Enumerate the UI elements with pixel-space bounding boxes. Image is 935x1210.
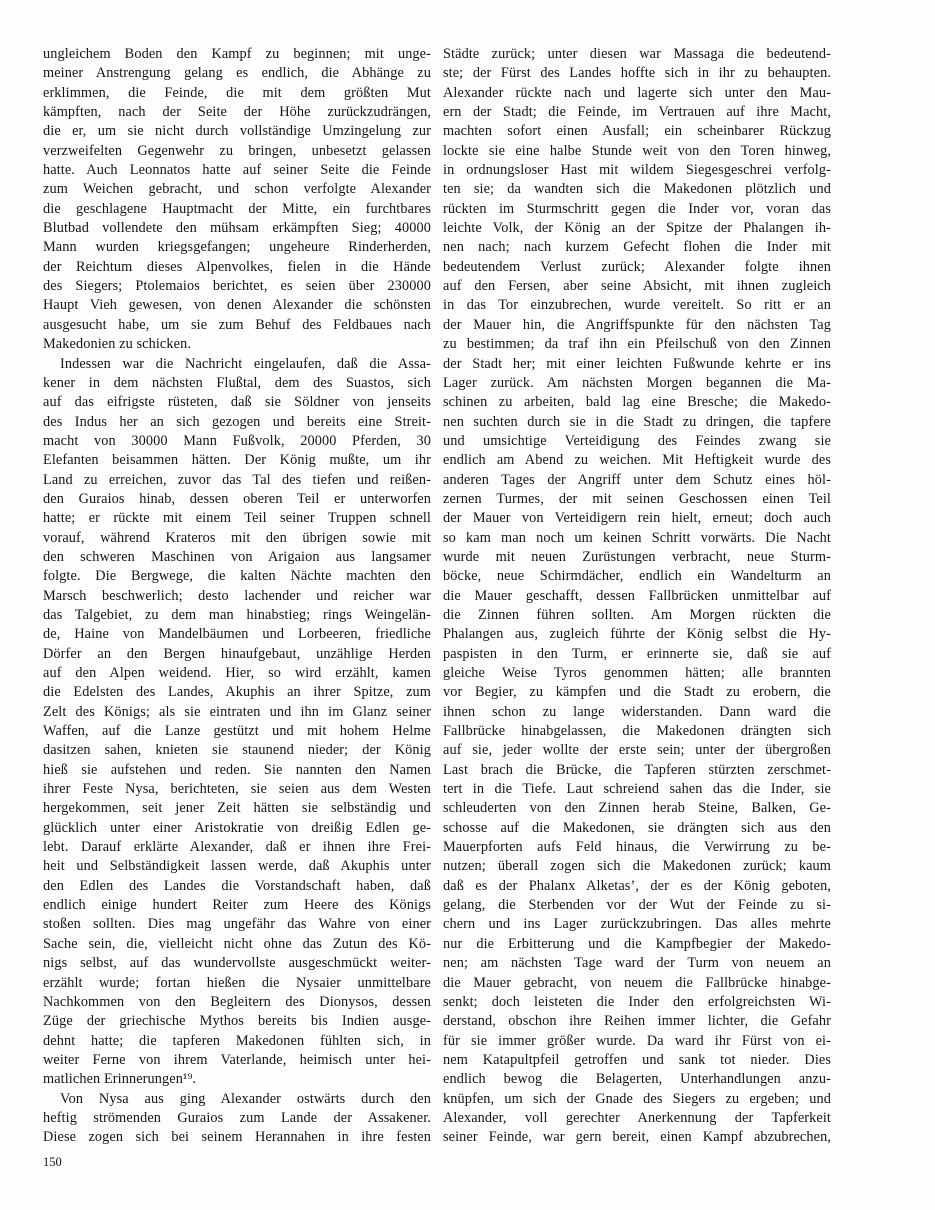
text-line: rückten im Sturmschritt gegen die Inder vor, voran das [443,200,831,217]
text-line: Marsch beschwerlich; desto lachender und reicher war [43,587,431,604]
text-line: weiter Ferne von ihrem Vaterlande, heimisch unter hei- [43,1051,431,1068]
text-line: Alexander rückte nach und lagerte sich unter den Mau- [443,84,831,101]
text-line: des Indus her an sich gezogen und bereits eine Streit- [43,413,431,430]
text-line: folgte. Die Bergwege, die kalten Nächte machten den [43,568,431,585]
text-line: erklimmen, die Feinde, die mit dem größten Mut [43,84,431,101]
text-line: Mauerpforten aufs Feld hinaus, die Verwirrung zu be- [443,839,831,856]
text-line: Züge der griechische Mythos bereits bis Indien ausge- [43,1013,431,1030]
text-line: leichte Volk, der König an der Spitze der Phalangen ih- [443,220,831,237]
text-line: hatte; er rückte mit einem Teil seiner Truppen schnell [43,510,431,527]
text-line: auf sie, jeder wollte der erste sein; unter der übergroßen [443,742,831,759]
text-line: Lager zurück. Am nächsten Morgen begannen die Ma- [443,374,831,391]
text-line: auf das eifrigste rüsteten, daß sie Söldner von jenseits [43,394,431,411]
text-line: ihrer Feste Nysa, berichteten, sie seien aus dem Westen [43,781,431,798]
text-line: die Zinnen führen sollten. Am Morgen rückten die [443,606,831,623]
text-line: der Mauer hin, die Angriffspunkte für den nächsten Tag [443,316,831,333]
text-line: Fallbrücke hinabgelassen, die Makedonen drängten sich [443,723,831,740]
text-line: glücklich unter einer Aristokratie von dreißig Edlen ge- [43,819,431,836]
text-line: anderen Tages der Angriff unter dem Schutz eines höl- [443,471,831,488]
page-number: 150 [43,1155,62,1169]
text-line: das Talgebiet, zu dem man hinabstieg; rings Weingelän- [43,606,431,623]
text-line: nutzen; überall zogen sich die Makedonen zurück; kaum [443,858,831,875]
text-line: derstand, obschon ihre Reihen immer lichter, die Gefahr [443,1013,831,1030]
text-line: chern und ins Lager zurückzubringen. Das alles mehrte [443,916,831,933]
text-line: nen nach; nach kurzem Gefecht flohen die Inder mit [443,239,831,256]
text-line: für sie immer größer wurde. Da ward ihr Fürst von ei- [443,1032,831,1049]
text-line: dasitzen sahen, knieten sie staunend nieder; der König [43,742,431,759]
text-line: die Mauer geschafft, dessen Fallbrücken unmittelbar auf [443,587,831,604]
text-line: meiner Anstrengung gelang es endlich, die Abhänge zu [43,65,431,82]
text-line: heit und Selbständigkeit lassen werde, daß Akuphis unter [43,858,431,875]
text-line: lockte sie eine halbe Stunde weit von den Toren hinweg, [443,142,831,159]
text-line: gelang, die Sterbenden vor der Wut der Feinde zu si- [443,897,831,914]
text-line: stoßen sollten. Dies mag ungefähr das Wahre von einer [43,916,431,933]
text-line: heftig strömenden Guraios zum Lande der Assakener. [43,1109,431,1126]
text-line: Elefanten beisammen hätten. Der König mußte, um ihr [43,452,431,469]
text-line: Mann wurden kriegsgefangen; ungeheure Rinderherden, [43,239,431,256]
text-line: ten sie; da wandten sich die Makedonen plötzlich und [443,181,831,198]
text-line: Dörfer an den Bergen hinaufgebaut, unzählige Herden [43,645,431,662]
text-line: Makedonien zu schicken. [43,336,191,353]
text-line: die Mauer gebracht, von neuem die Fallbrücke hinabge- [443,974,831,991]
text-line: Von Nysa aus ging Alexander ostwärts durch den [60,1090,431,1107]
text-line: paspisten in den Turm, er erinnerte sie, daß sie auf [443,645,831,662]
text-line: Last brach die Brücke, die Tapferen stürzten zerschmet- [443,761,831,778]
text-line: kämpften, nach der Seite der Höhe zurückzudrängen, [43,104,431,121]
text-line: knüpfen, um sich der Gnade des Siegers zu ergeben; und [443,1090,831,1107]
text-line: nur die Erbitterung und die Kampfbegier der Makedo- [443,935,831,952]
text-line: schinen zu arbeiten, bald lag eine Bresche; die Makedo- [443,394,831,411]
text-line: Diese zogen sich bei seinem Herannahen in ihre festen [43,1129,431,1146]
text-line: endlich bewog die Belagerten, Unterhandlungen anzu- [443,1071,831,1088]
text-line: zernen Turmes, der mit seinen Geschossen einen Teil [443,490,831,507]
text-line: ausgesucht habe, um sie zum Behuf des Feldbaues nach [43,316,431,333]
text-line: Städte zurück; unter diesen war Massaga die bedeutend- [443,46,831,62]
text-line: und umsichtige Verteidigung des Feindes zwang sie [443,432,831,449]
text-line: erzählt wurde; fortan hießen die Nysaier unmittelbare [43,974,431,991]
text-line: zum Weichen gebracht, und schon verfolgte Alexander [43,181,431,198]
text-line: Zelt des Königs; als sie eintraten und ihn im Glanz seiner [43,703,431,720]
text-line: senkt; doch leisteten die Inder den erfolgreichsten Wi- [443,993,831,1010]
text-line: den Guraios hinab, dessen oberen Teil er unterworfen [43,490,431,507]
text-line: die geschlagene Hauptmacht der Mitte, ein furchtbares [43,200,431,217]
text-line: der Stadt her; mit einer leichten Fußwunde kehrte er ins [443,355,831,372]
text-line: den Edlen des Landes die Vorstandschaft haben, daß [43,877,431,894]
text-line: in das Tor einzubrechen, wurde vereitelt. So ritt er an [443,297,831,314]
text-line: Phalangen aus, zugleich führte der König selbst die Hy- [443,626,831,643]
text-line: matlichen Erinnerungen¹⁹. [43,1071,197,1088]
text-line: so kam man noch um keinen Schritt vorwärts. Die Nacht [443,529,831,546]
text-line: hergekommen, seit jener Zeit hätten sie selbständig und [43,800,431,817]
text-columns [43,45,831,1148]
text-line: auf den Fersen, aber seine Absicht, mit ihnen zugleich [443,278,831,295]
text-line: zu bestimmen; da traf ihn ein Pfeilschuß von den Zinnen [443,336,831,353]
text-line: nem Katapultpfeil getroffen und sank tot nieder. Dies [443,1051,831,1068]
column-left [43,45,431,1148]
text-line: auf den Alpen weidend. Hier, so wird erzählt, kamen [43,665,431,681]
text-line: seiner Feinde, war gern bereit, einen Kampf abzubrechen, [443,1129,831,1146]
text-line: Alexander, voll gerechter Anerkennung der Tapferkeit [443,1109,831,1126]
text-line: hatte. Auch Leonnatos hatte auf seiner Seite die Feinde [43,162,431,179]
text-line: macht von 30000 Mann Fußvolk, 20000 Pferden, 30 [43,432,431,449]
column-right [443,45,831,1148]
text-line: kener in dem nächsten Flußtal, dem des Suastos, sich [43,374,431,391]
text-line: schleuderten von den Zinnen herab Steine, Balken, Ge- [443,800,831,817]
text-line: Nachkommen von den Begleitern des Dionysos, dessen [43,993,431,1010]
text-line: nigs selbst, auf das wundervollste ausgeschmückt weiter- [43,955,431,972]
text-line: schosse auf die Makedonen, sie drängten sich aus den [443,819,831,836]
text-line: wurde mit neuen Zurüstungen verbracht, neue Sturm- [443,548,831,565]
text-line: die er, um sie nicht durch vollständige Umzingelung zur [43,123,431,140]
text-line: machten sofort einen Ausfall; ein scheinbarer Rückzug [443,123,831,140]
text-line: ern der Stadt; die Feinde, im Vertrauen auf ihre Macht, [443,104,831,121]
text-line: ihnen schon zu lange widerstanden. Dann ward die [443,703,831,720]
text-line: der Mauer von Verteidigern rein hielt, erneut; doch auch [443,510,831,527]
text-line: nen suchten durch sie in die Stadt zu dringen, die tapfere [443,413,831,430]
text-line: den schweren Maschinen von Arigaion aus langsamer [43,548,431,565]
text-line: der Reichtum dieses Alpenvolkes, fielen in die Hände [43,258,431,275]
text-line: Blutbad vollendete den mühsam erkämpften Sieg; 40000 [43,220,431,237]
text-line: vorauf, während Krateros mit den übrigen sowie mit [43,529,431,546]
text-line: nen; am nächsten Tage ward der Turm von neuem an [443,955,831,972]
text-line: tert in die Tiefe. Laut schreiend sahen das die Inder, sie [443,781,831,798]
text-line: Land zu erreichen, zuvor das Tal des tiefen und reißen- [43,471,431,488]
text-line: Indessen war die Nachricht eingelaufen, daß die Assa- [60,355,431,372]
text-line: gleiche Weise Tyros genommen hätten; alle brannten [443,665,831,681]
text-line: hieß sie aufstehen und reden. Sie nannten den Namen [43,761,431,778]
text-line: verzweifelten Gegenwehr zu bringen, unbesetzt gelassen [43,142,431,159]
text-line: de, Haine von Mandelbäumen und Lorbeeren, friedliche [43,626,431,643]
text-line: endlich einige hundert Reiter zum Heere des Königs [43,897,431,914]
text-line: in ordnungsloser Hast mit wildem Siegesgeschrei verfolg- [443,162,831,179]
text-line: dehnt hatte; die tapferen Makedonen fühlten sich, in [43,1032,431,1049]
text-line: daß es der Phalanx Alketas’, der es der König geboten, [443,877,831,894]
text-line: Waffen, auf die Lanze gestützt und mit hohem Helme [43,723,431,740]
text-line: bedeutendem Verlust zurück; Alexander folgte ihnen [443,258,831,275]
text-line: Haupt Vieh gewesen, von denen Alexander die schönsten [43,297,431,314]
text-line: ungleichem Boden den Kampf zu beginnen; mit unge- [43,46,431,62]
text-line: endlich am Abend zu weichen. Mit Heftigkeit wurde des [443,452,831,469]
text-line: die Edelsten des Landes, Akuphis an ihrer Spitze, zum [43,684,431,701]
text-line: böcke, neue Schirmdächer, endlich ein Wandelturm an [443,568,831,585]
text-line: lebt. Darauf erklärte Alexander, daß er ihnen ihre Frei- [43,839,431,856]
text-line: Sache sein, die, vielleicht nicht ohne das Zutun des Kö- [43,935,431,952]
text-line: des Siegers; Ptolemaios berichtet, es seien über 230000 [43,278,431,295]
text-line: vor Begier, zu kämpfen und die Stadt zu erobern, die [443,684,831,701]
text-line: ste; der Fürst des Landes hoffte sich in ihr zu behaupten. [443,65,831,82]
